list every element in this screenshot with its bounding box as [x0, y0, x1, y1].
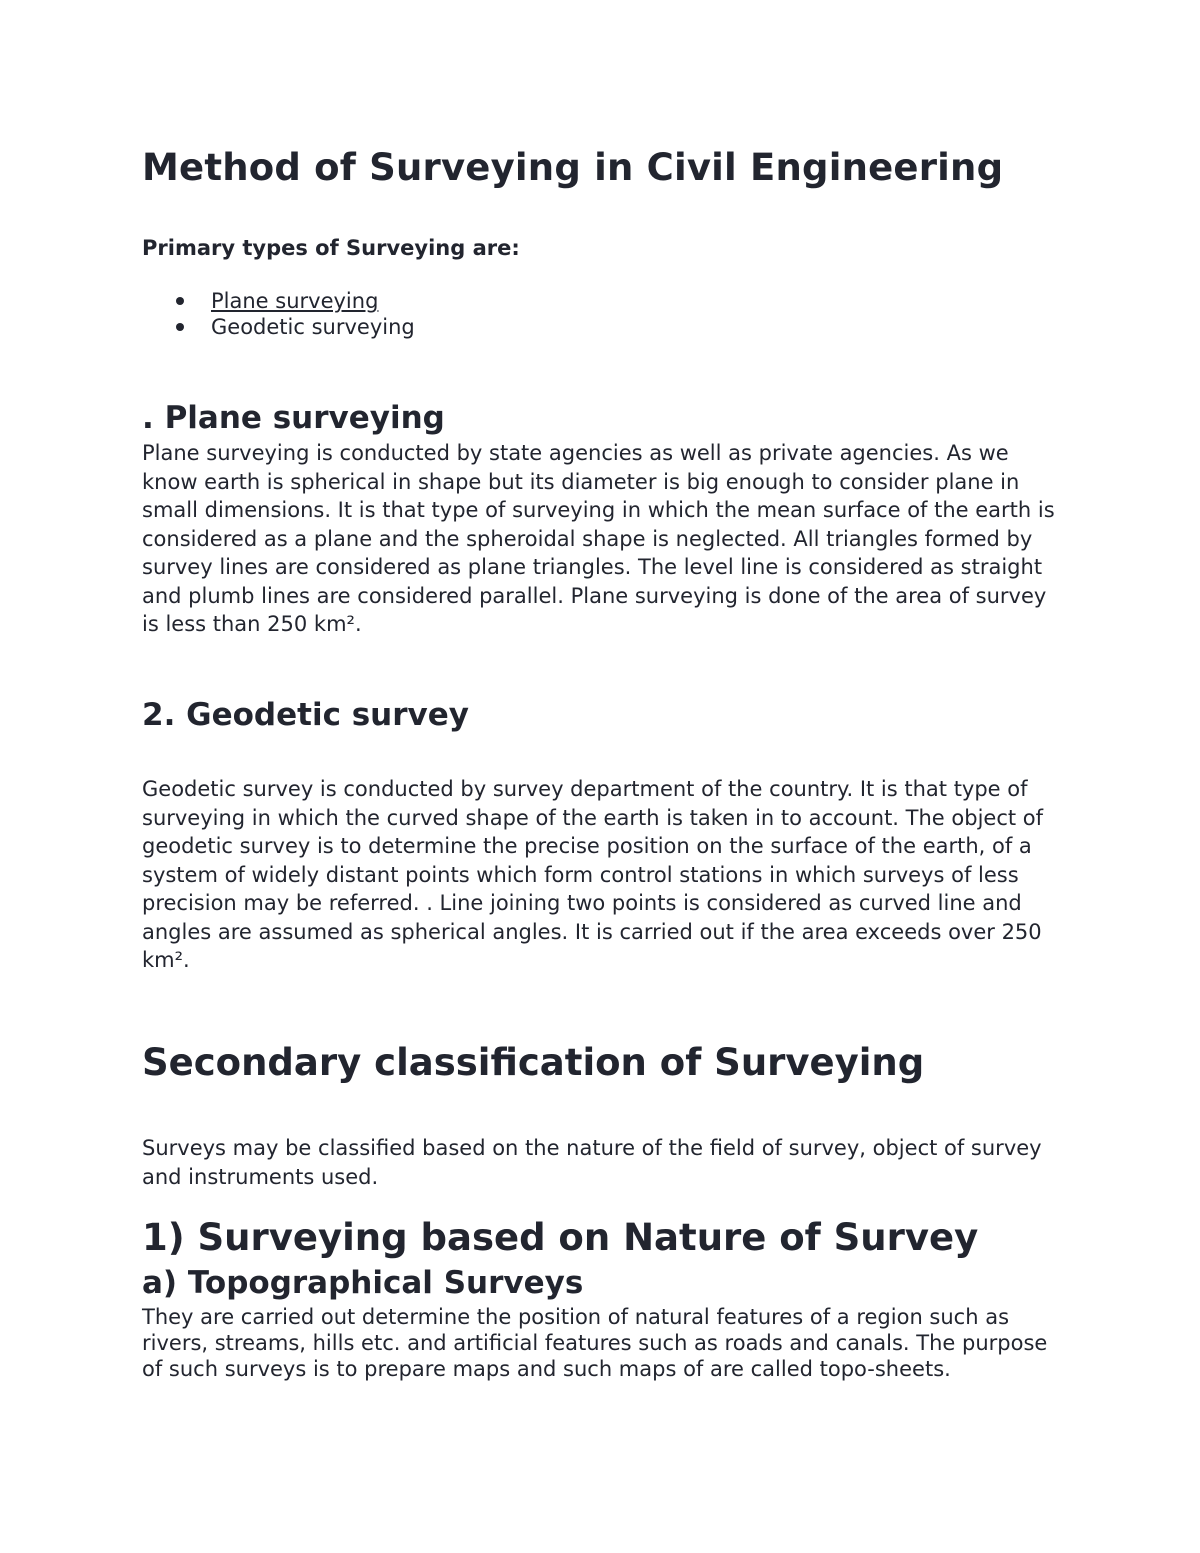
document-title: Method of Surveying in Civil Engineering: [142, 146, 1004, 189]
secondary-classification-heading: Secondary classification of Surveying: [142, 1041, 925, 1084]
plane-surveying-link[interactable]: Plane surveying: [211, 289, 379, 313]
plane-surveying-heading: . Plane surveying: [142, 400, 445, 436]
geodetic-survey-paragraph: Geodetic survey is conducted by survey department of the country. It is that type of surveying in which the curved shape of the earth is taken in to account. The object of geodetic survey is to determine the precise position on the surface of the earth, of a system of widely distant points which form control stations in which surveys of less precision may be referred. . Line joining two points is considered as curved line and angles are assumed as spherical angles. It is carried out if the area exceeds over 250 km².: [142, 777, 1044, 972]
geodetic-surveying-text: Geodetic surveying: [211, 315, 415, 339]
topographical-surveys-heading: a) Topographical Surveys: [142, 1265, 584, 1301]
list-item-plane-surveying[interactable]: [142, 288, 415, 314]
nature-of-survey-heading: 1) Surveying based on Nature of Survey: [142, 1216, 979, 1259]
bullet-icon: [176, 297, 184, 305]
bullet-icon: [176, 323, 184, 331]
topographical-surveys-paragraph: They are carried out determine the position of natural features of a region such as rivers, streams, hills etc. and artificial features such as roads and canals. The purpose of such surveys is to prepare maps and such maps of are called topo-sheets.: [142, 1305, 1048, 1381]
primary-types-list: [142, 288, 415, 340]
secondary-classification-paragraph: Surveys may be classified based on the nature of the field of survey, object of survey and instruments used.: [142, 1136, 1042, 1189]
geodetic-survey-heading: 2. Geodetic survey: [142, 697, 469, 733]
list-item-geodetic-surveying: [142, 314, 415, 340]
plane-surveying-paragraph: Plane surveying is conducted by state agencies as well as private agencies. As we know earth is spherical in shape but its diameter is big enough to consider plane in small dimensions. It is that type of surveying in which the mean surface of the earth is considered as a plane and the spheroidal shape is neglected. All triangles formed by survey lines are considered as plane triangles. The level line is considered as straight and plumb lines are considered parallel. Plane surveying is done of the area of survey is less than 250 km².: [142, 441, 1055, 636]
primary-types-label: Primary types of Surveying are:: [142, 236, 520, 260]
